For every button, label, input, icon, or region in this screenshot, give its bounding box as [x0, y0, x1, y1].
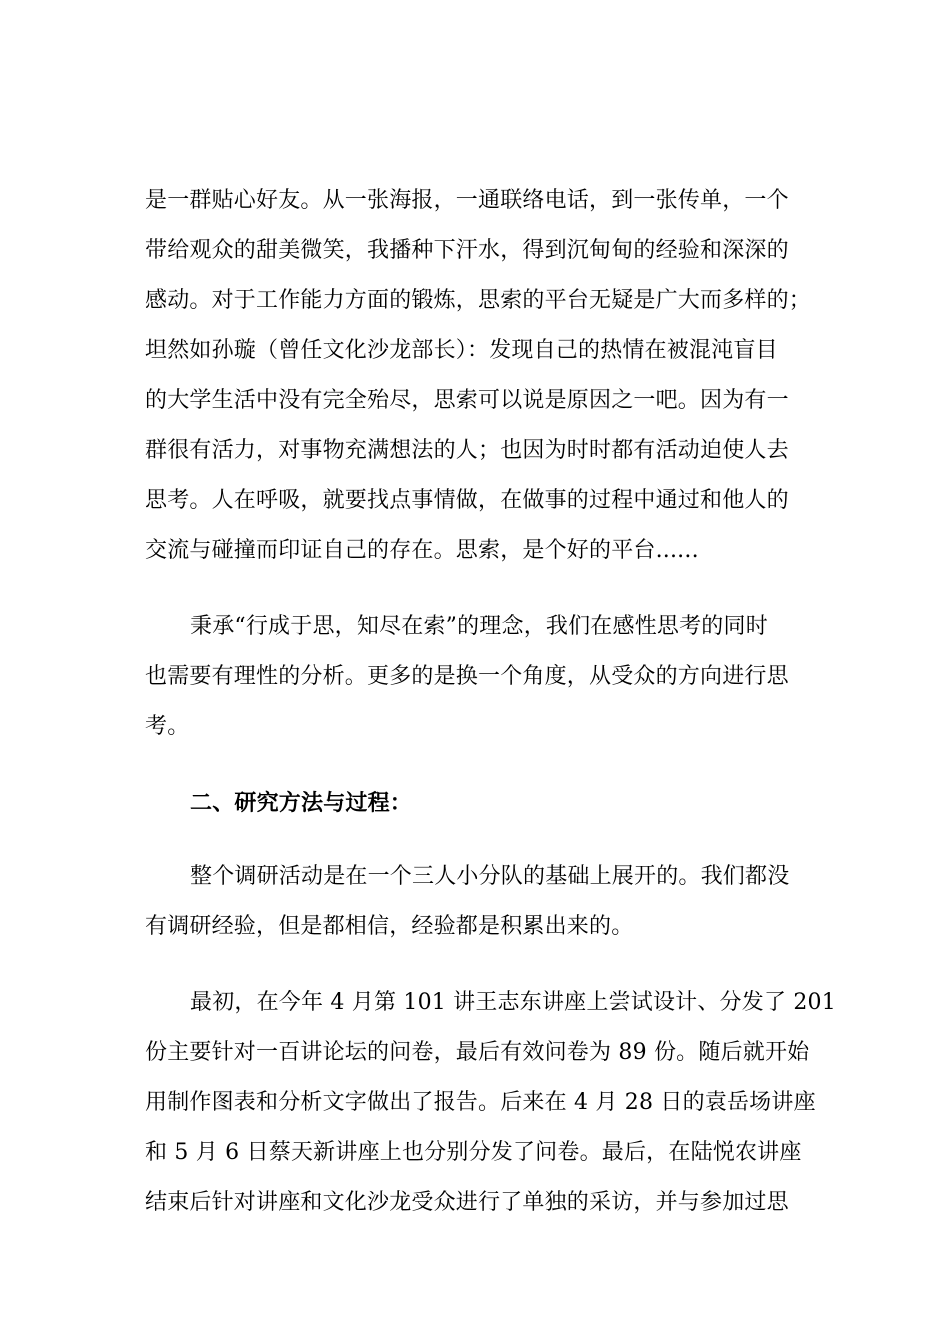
- text-line: 带给观众的甜美微笑，我播种下汗水，得到沉甸甸的经验和深深的: [145, 238, 789, 263]
- text-line: 份主要针对一百讲论坛的问卷，最后有效问卷为 89 份。随后就开始: [145, 1040, 810, 1065]
- text-line: 有调研经验，但是都相信，经验都是积累出来的。: [145, 914, 634, 939]
- text-line: 和 5 月 6 日蔡天新讲座上也分别分发了问卷。最后，在陆悦农讲座: [145, 1140, 802, 1165]
- text-line: 感动。对于工作能力方面的锻炼，思索的平台无疑是广大而多样的；: [145, 288, 812, 313]
- text-line: 整个调研活动是在一个三人小分队的基础上展开的。我们都没: [190, 864, 790, 889]
- text-line: 结束后针对讲座和文化沙龙受众进行了单独的采访，并与参加过思: [145, 1190, 789, 1215]
- text-line: 思考。人在呼吸，就要找点事情做，在做事的过程中通过和他人的: [145, 488, 789, 513]
- text-line: 坦然如孙璇（曾任文化沙龙部长）：发现自己的热情在被混沌盲目: [145, 338, 778, 363]
- text-line: 群很有活力，对事物充满想法的人；也因为时时都有活动迫使人去: [145, 438, 789, 463]
- text-line: 用制作图表和分析文字做出了报告。后来在 4 月 28 日的袁岳场讲座: [145, 1090, 816, 1115]
- text-line: 秉承“行成于思，知尽在索”的理念，我们在感性思考的同时: [190, 614, 768, 639]
- text-line: 最初，在今年 4 月第 101 讲王志东讲座上尝试设计、分发了 201: [190, 990, 836, 1015]
- section-heading: 二、研究方法与过程：: [190, 790, 413, 816]
- text-line: 交流与碰撞而印证自己的存在。思索，是个好的平台......: [145, 538, 699, 563]
- text-line: 是一群贴心好友。从一张海报，一通联络电话，到一张传单，一个: [145, 188, 789, 213]
- text-line: 的大学生活中没有完全殆尽，思索可以说是原因之一吧。因为有一: [145, 388, 789, 413]
- text-line: 考。: [145, 714, 190, 739]
- text-line: 也需要有理性的分析。更多的是换一个角度，从受众的方向进行思: [145, 664, 789, 689]
